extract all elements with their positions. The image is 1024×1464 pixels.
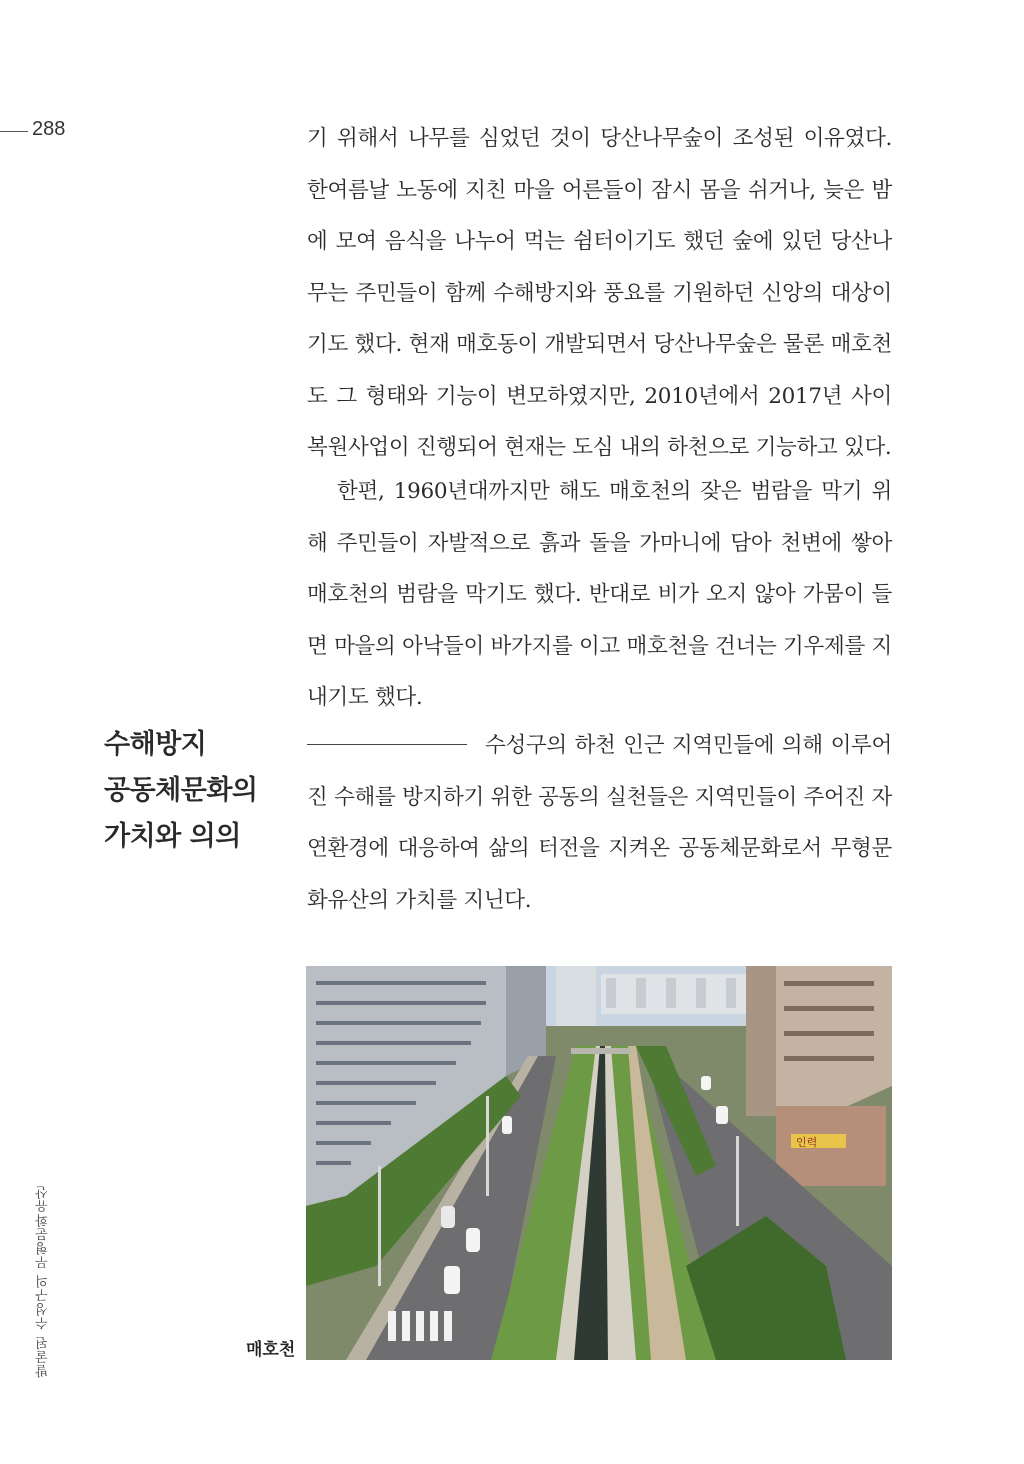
section-heading [104, 722, 304, 860]
section-heading-line-2: 공동체문화의 [104, 775, 258, 806]
stream-aerial-illustration [306, 966, 892, 1360]
body-paragraph-2: 한편, 1960년대까지만 해도 매호천의 잦은 범람을 막기 위해 주민들이 자발적으로 흙과 돌을 가마니에 담아 천변에 쌓아 매호천의 범람을 막기도 했다. 반대로 비가 오지 않아 가뭄이 들면 마을의 아낙들이 바가지를 이고 매호천을 건너는 기우제를 지내기도 했다. [307, 479, 892, 710]
section-heading-line-1: 수해방지 [104, 729, 207, 760]
photo-caption: 매호천 [246, 1340, 296, 1360]
building-sign: 인력 [796, 1136, 818, 1149]
maehocheon-photo [306, 966, 892, 1360]
book-side-title: 발굴된 수성구의 무형문화유산 [36, 1185, 51, 1378]
section-paragraph: 수성구의 하천 인근 지역민들에 의해 이루어진 수해를 방지하기 위한 공동의 실천들은 지역민들이 주어진 자연환경에 대응하여 삶의 터전을 지켜온 공동체문화로서 무형문화유산의 가치를 지닌다. [307, 733, 892, 913]
body-paragraph-1: 기 위해서 나무를 심었던 것이 당산나무숲이 조성된 이유였다. 한여름날 노동에 지친 마을 어른들이 잠시 몸을 쉬거나, 늦은 밤에 모여 음식을 나누어 먹는 쉼터이기도 했던 숲에 있던 당산나무는 주민들이 함께 수해방지와 풍요를 기원하던 신앙의 대상이기도 했다. 현재 매호동이 개발되면서 당산나무숲은 물론 매호천도 그 형태와 기능이 변모하였지만, 2010년에서 2017년 사이 복원사업이 진행되어 현재는 도심 내의 하천으로 기능하고 있다. [307, 126, 892, 460]
section-heading-line-3: 가치와 의의 [104, 821, 241, 852]
page-number-rule [0, 131, 28, 132]
page-number: 288 [32, 118, 66, 140]
